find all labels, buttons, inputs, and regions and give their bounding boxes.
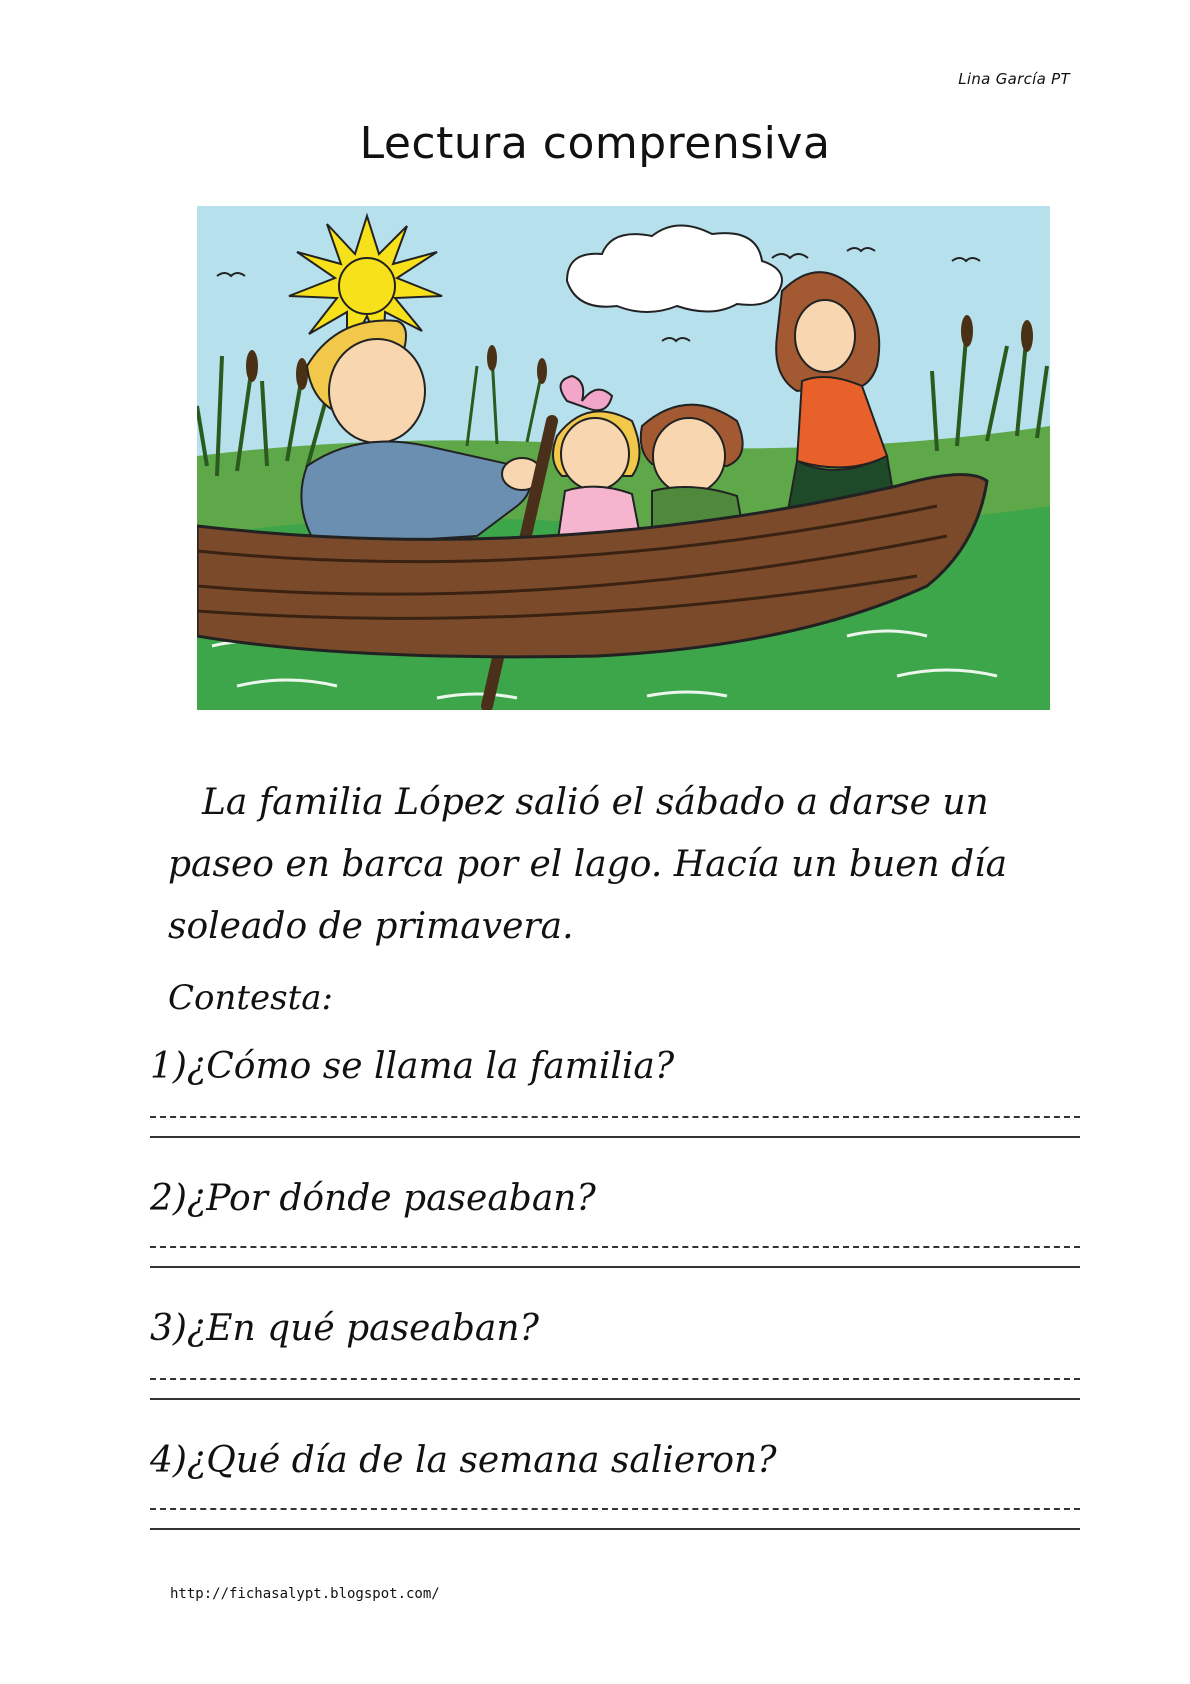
answer-line-2[interactable]	[150, 1246, 1080, 1270]
footer-url: http://fichasalypt.blogspot.com/	[170, 1586, 440, 1602]
contesta-heading: Contesta:	[168, 978, 334, 1018]
question-text: ¿Por dónde paseaban?	[186, 1178, 596, 1219]
author-label: Lina García PT	[958, 70, 1070, 88]
question-text: ¿Qué día de la semana salieron?	[186, 1440, 777, 1481]
question-3	[150, 1308, 539, 1349]
question-number: 3)	[150, 1308, 187, 1349]
question-2	[150, 1178, 596, 1219]
story-paragraph	[168, 772, 1048, 958]
story-line: paseo en barca por el lago. Hacía un buen día	[168, 844, 1008, 885]
answer-line-4[interactable]	[150, 1508, 1080, 1532]
question-4	[150, 1440, 777, 1481]
question-text: ¿En qué paseaban?	[186, 1308, 539, 1349]
story-line: soleado de primavera.	[168, 906, 574, 947]
answer-line-1[interactable]	[150, 1116, 1080, 1140]
page-title: Lectura comprensiva	[359, 118, 831, 169]
question-number: 2)	[150, 1178, 187, 1219]
answer-line-3[interactable]	[150, 1378, 1080, 1402]
family-boat-illustration	[197, 206, 1050, 710]
question-number: 4)	[150, 1440, 187, 1481]
story-line	[168, 772, 1048, 834]
question-1	[150, 1046, 674, 1087]
story-line-text: La familia López salió el sábado a darse un	[202, 782, 989, 823]
question-number: 1)	[150, 1046, 187, 1087]
question-text: ¿Cómo se llama la familia?	[186, 1046, 675, 1087]
